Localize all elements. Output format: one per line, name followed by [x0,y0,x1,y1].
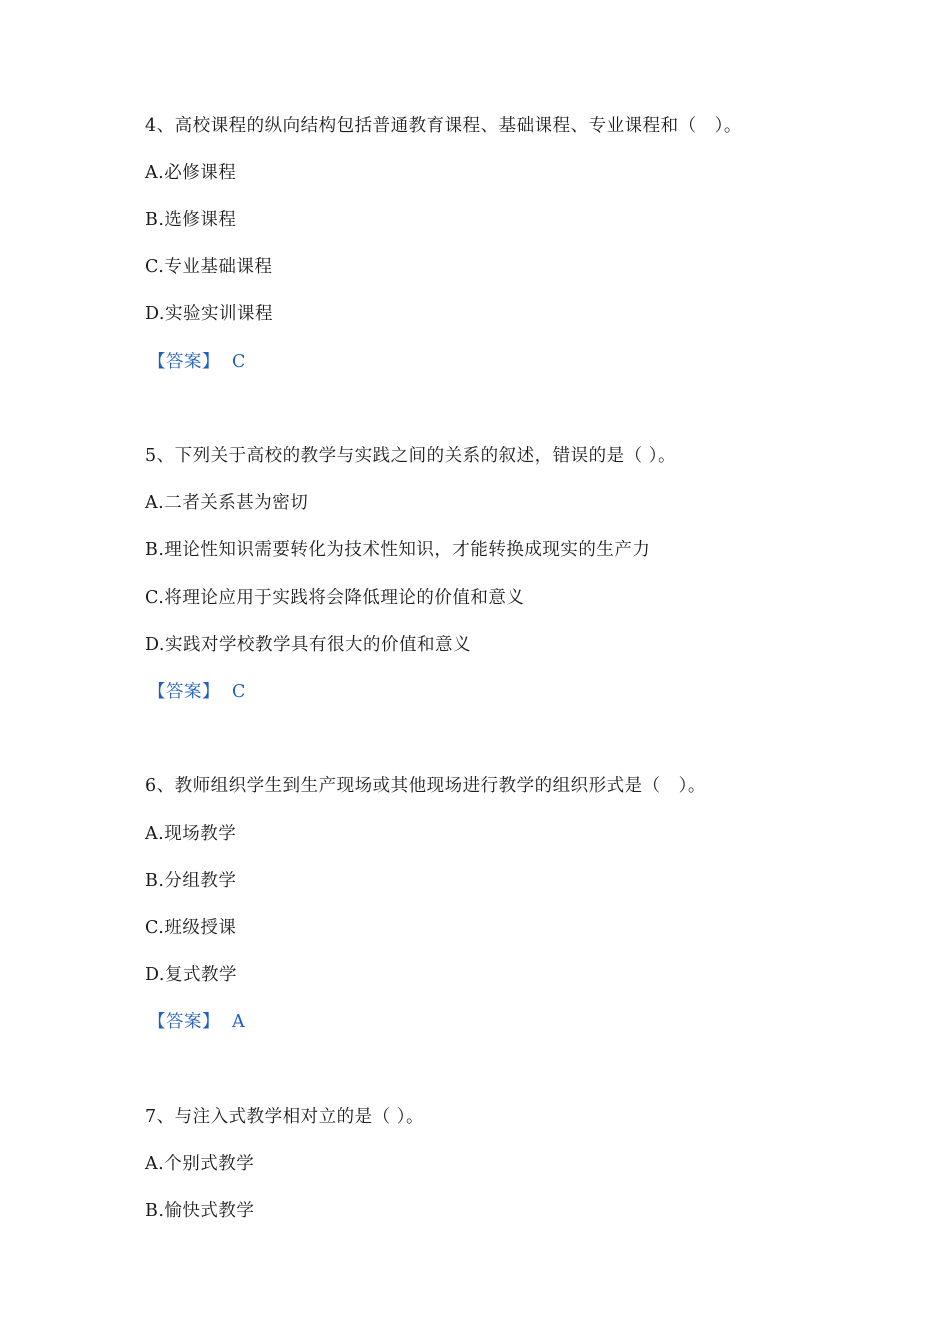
question-5-answer [148,680,246,704]
question-7-option-a: A.个别式教学 [145,1154,255,1174]
answer-label: 【答案】 [148,352,220,372]
answer-value: C [232,352,246,372]
question-6-option-d: D.复式教学 [145,965,237,985]
question-7-stem: 7、与注入式教学相对立的是（ ）。 [145,1107,424,1127]
question-7-option-b: B.愉快式教学 [145,1201,255,1221]
question-4-option-c: C.专业基础课程 [145,257,273,277]
question-5-option-d: D.实践对学校教学具有很大的价值和意义 [145,635,471,655]
question-6-answer [148,1010,245,1034]
answer-value: A [232,1012,246,1032]
question-5-option-c: C.将理论应用于实践将会降低理论的价值和意义 [145,588,525,608]
answer-label: 【答案】 [148,1012,220,1032]
answer-value: C [232,682,246,702]
question-5-option-a: A.二者关系甚为密切 [145,493,309,513]
question-6-stem: 6、教师组织学生到生产现场或其他现场进行教学的组织形式是（ ）。 [145,776,706,796]
question-4-stem: 4、高校课程的纵向结构包括普通教育课程、基础课程、专业课程和（ ）。 [145,116,742,136]
question-4-option-a: A.必修课程 [145,163,237,183]
question-4-option-b: B.选修课程 [145,210,237,230]
question-6-option-a: A.现场教学 [145,824,237,844]
answer-label: 【答案】 [148,682,220,702]
question-4-option-d: D.实验实训课程 [145,304,273,324]
question-6-option-c: C.班级授课 [145,918,237,938]
question-5-stem: 5、下列关于高校的教学与实践之间的关系的叙述，错误的是（ ）。 [145,446,676,466]
question-5-option-b: B.理论性知识需要转化为技术性知识，才能转换成现实的生产力 [145,540,651,560]
question-6-option-b: B.分组教学 [145,871,237,891]
question-4-answer [148,350,246,374]
